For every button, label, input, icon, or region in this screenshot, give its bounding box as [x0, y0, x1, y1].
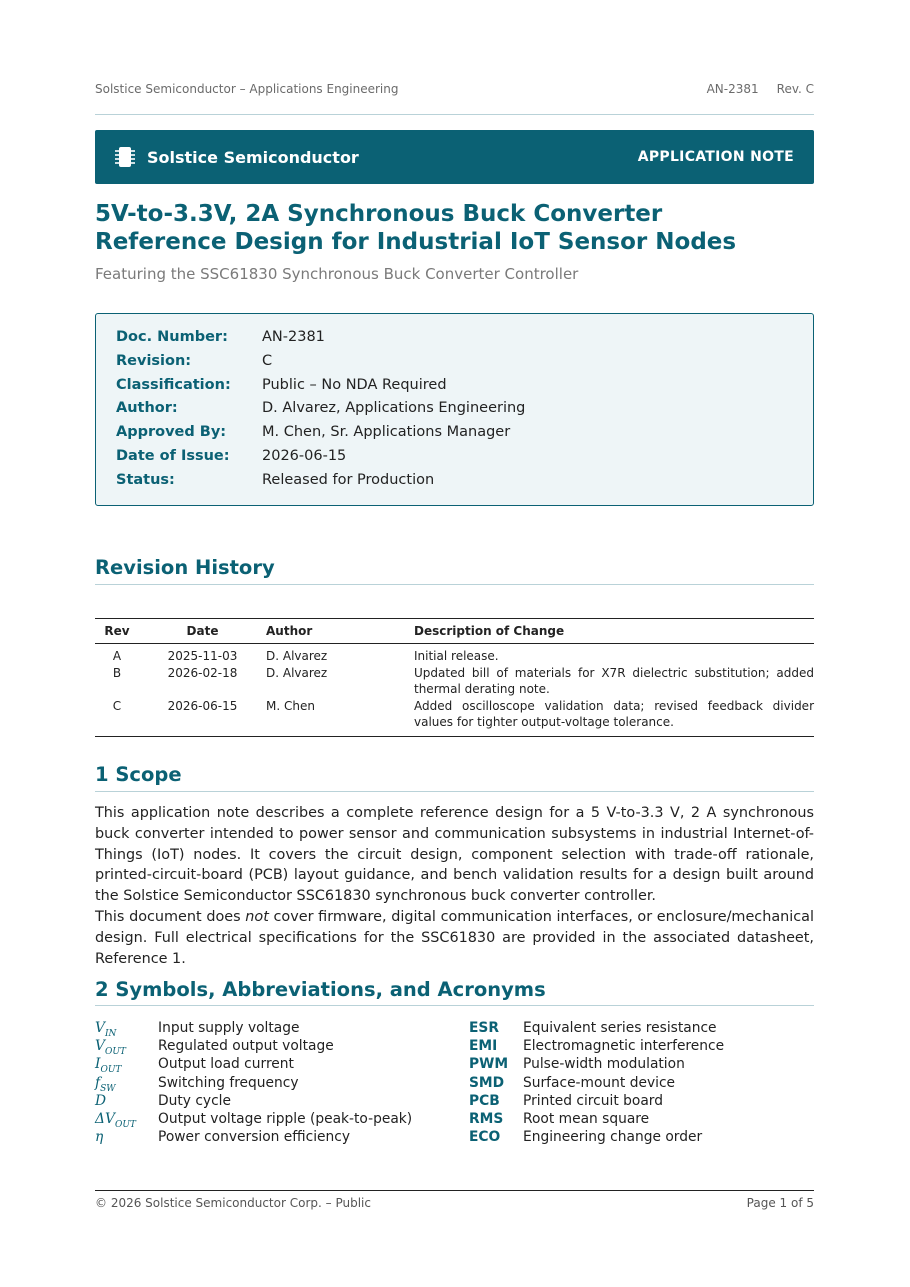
- brand: [115, 146, 359, 168]
- info-label: Doc. Number:: [116, 329, 228, 345]
- abbreviation: PCB: [469, 1092, 500, 1109]
- symbol-base: V: [95, 1020, 105, 1036]
- info-label: Revision:: [116, 352, 192, 369]
- brand-banner: [95, 130, 814, 184]
- abbreviation-row: [469, 1038, 724, 1056]
- title-line-1: 5V-to-3.3V, 2A Synchronous Buck Converter: [95, 201, 663, 227]
- cell-rev: C: [95, 698, 139, 737]
- symbol-description: Input supply voltage: [158, 1020, 300, 1036]
- symbol-subscript: SW: [100, 1083, 116, 1094]
- symbol: [95, 1111, 158, 1129]
- symbol-description: Output load current: [158, 1056, 294, 1073]
- cell-rev: A: [112, 649, 122, 663]
- symbol-row: [95, 1020, 412, 1038]
- symbol-base: η: [95, 1129, 104, 1146]
- symbol-base: D: [95, 1092, 107, 1109]
- symbol-base: ΔV: [95, 1110, 115, 1127]
- scope-paragraph-1: This application note describes a complete reference design for a 5 V-to-3.3 V, 2 A synchronous buck converter intended to power sensor and communication subsystems in industrial Internet-of-Things (IoT) nodes. It covers the circuit design, component selection with trade-off rationale, printed-circuit-board (PCB) layout guidance, and bench validation results for a design built around the Solstice Semiconductor SSC61830 synchronous buck converter controller.: [95, 805, 814, 905]
- info-label: Classification:: [116, 376, 231, 393]
- revision-history-heading: Revision History: [95, 556, 275, 579]
- running-header-right: [707, 82, 814, 96]
- footer-page-number: Page 1 of 5: [746, 1196, 814, 1210]
- scope-rule: [95, 791, 814, 792]
- abbreviation-row: [469, 1129, 724, 1147]
- abbreviation: SMD: [469, 1074, 505, 1091]
- abbreviation-row: [469, 1111, 724, 1129]
- symbol-row: [95, 1129, 412, 1147]
- symbol: [95, 1056, 158, 1074]
- column-header-date: Date: [139, 619, 266, 644]
- info-label: Approved By:: [116, 424, 227, 441]
- info-row: [116, 424, 793, 448]
- column-header-description: Description of Change: [414, 619, 814, 644]
- document-type-tag: APPLICATION NOTE: [637, 149, 794, 165]
- scope-paragraph-2: [95, 907, 814, 969]
- abbreviation: ECO: [469, 1129, 501, 1146]
- info-row: [116, 377, 793, 401]
- abbreviation: EMI: [469, 1038, 498, 1055]
- table-row: [95, 665, 814, 698]
- header-revision: Rev. C: [776, 82, 814, 96]
- cell-date: 2025-11-03: [167, 649, 238, 663]
- info-row: [116, 329, 793, 353]
- info-value: Public – No NDA Required: [262, 376, 447, 393]
- abbreviation-row: [469, 1020, 724, 1038]
- page-footer: [95, 1196, 814, 1210]
- info-row: [116, 400, 793, 424]
- scope-emphasis: not: [245, 909, 269, 925]
- brand-name: Solstice Semiconductor: [147, 147, 359, 167]
- footer-copyright: © 2026 Solstice Semiconductor Corp. – Public: [95, 1196, 371, 1210]
- info-row: [116, 472, 793, 496]
- info-value: C: [262, 352, 273, 369]
- symbol-subscript: IN: [104, 1028, 117, 1039]
- symbols-heading: 2 Symbols, Abbreviations, and Acronyms: [95, 978, 546, 1001]
- document-subtitle: Featuring the SSC61830 Synchronous Buck Converter Controller: [95, 265, 579, 283]
- symbol-base: V: [95, 1038, 105, 1055]
- info-label: Author:: [116, 400, 178, 417]
- symbol-subscript: OUT: [100, 1065, 122, 1076]
- cell-author: D. Alvarez: [266, 649, 328, 663]
- document-title: [95, 200, 814, 256]
- info-value: AN-2381: [262, 329, 325, 345]
- cell-author: M. Chen: [266, 698, 414, 737]
- symbol-row: [95, 1056, 412, 1074]
- info-value: M. Chen, Sr. Applications Manager: [262, 424, 511, 441]
- cell-description: Added oscilloscope validation data; revised feedback divider values for tighter output-voltage tolerance.: [414, 698, 814, 737]
- abbreviation-description: Root mean square: [523, 1110, 650, 1127]
- cell-rev: B: [112, 665, 122, 680]
- symbol: [95, 1020, 158, 1038]
- info-value: D. Alvarez, Applications Engineering: [262, 400, 526, 417]
- abbreviation-description: Equivalent series resistance: [523, 1020, 717, 1036]
- info-label: Status:: [116, 471, 175, 488]
- abbreviation: ESR: [469, 1020, 499, 1036]
- symbol-description: Output voltage ripple (peak-to-peak): [158, 1110, 413, 1127]
- info-label: Date of Issue:: [116, 447, 230, 464]
- table-row: [95, 644, 814, 665]
- header-divider: [95, 114, 814, 115]
- symbols-column: [95, 1020, 412, 1147]
- abbreviation-row: [469, 1075, 724, 1093]
- symbol-subscript: OUT: [114, 1119, 136, 1130]
- symbol: [95, 1075, 158, 1093]
- table-header-row: [95, 619, 814, 644]
- abbreviation-description: Printed circuit board: [523, 1092, 663, 1109]
- symbol-base: f: [95, 1074, 101, 1091]
- symbol-row: [95, 1075, 412, 1093]
- document-info-box: [95, 313, 814, 506]
- abbreviation: RMS: [469, 1110, 504, 1127]
- symbol-row: [95, 1038, 412, 1056]
- footer-divider: [95, 1190, 814, 1191]
- cell-description: Initial release.: [414, 649, 499, 663]
- abbreviation-description: Pulse-width modulation: [523, 1056, 685, 1073]
- symbol-description: Switching frequency: [158, 1074, 299, 1091]
- revision-history-table: [95, 618, 814, 737]
- symbol: [95, 1129, 158, 1147]
- cell-date: 2026-02-18: [167, 665, 238, 680]
- symbol-description: Duty cycle: [158, 1092, 231, 1109]
- cell-description: Updated bill of materials for X7R dielectric substitution; added thermal derating note.: [414, 665, 814, 696]
- abbreviation-row: [469, 1093, 724, 1111]
- symbol-description: Regulated output voltage: [158, 1038, 334, 1055]
- abbreviation-description: Surface-mount device: [523, 1074, 676, 1091]
- info-value: Released for Production: [262, 471, 435, 488]
- table-row: [95, 698, 814, 737]
- title-line-2: Reference Design for Industrial IoT Sensor Nodes: [95, 229, 737, 255]
- info-row: [116, 448, 793, 472]
- symbol-subscript: OUT: [104, 1046, 126, 1057]
- symbol-row: [95, 1093, 412, 1111]
- cell-author: D. Alvarez: [266, 665, 328, 680]
- header-doc-number: AN-2381: [706, 82, 759, 96]
- chip-icon: [115, 146, 135, 168]
- column-header-rev: Rev: [95, 619, 139, 644]
- symbol: [95, 1093, 158, 1111]
- info-value: 2026-06-15: [262, 447, 347, 464]
- scope-paragraph-2-end: cover firmware, digital communication interfaces, or enclosure/mechanical design. Full electrical specifications for the SSC61830 are provided in the associated datasheet, Reference 1.: [95, 909, 814, 967]
- abbreviation-row: [469, 1056, 724, 1074]
- info-row: [116, 353, 793, 377]
- symbols-rule: [95, 1005, 814, 1006]
- running-header: [95, 82, 814, 96]
- symbol-description: Power conversion efficiency: [158, 1129, 351, 1146]
- symbol: [95, 1038, 158, 1056]
- scope-heading: 1 Scope: [95, 763, 182, 786]
- symbol-base: I: [95, 1056, 101, 1073]
- abbreviations-column: [469, 1020, 724, 1147]
- abbreviation-description: Engineering change order: [523, 1129, 703, 1146]
- abbreviation: PWM: [469, 1056, 509, 1073]
- scope-paragraph-2-start: This document does: [95, 909, 246, 925]
- cell-date: 2026-06-15: [139, 698, 266, 737]
- abbreviation-description: Electromagnetic interference: [523, 1038, 725, 1055]
- running-header-left: Solstice Semiconductor – Applications Engineering: [95, 82, 399, 96]
- revision-history-rule: [95, 584, 814, 585]
- symbol-row: [95, 1111, 412, 1129]
- column-header-author: Author: [266, 619, 414, 644]
